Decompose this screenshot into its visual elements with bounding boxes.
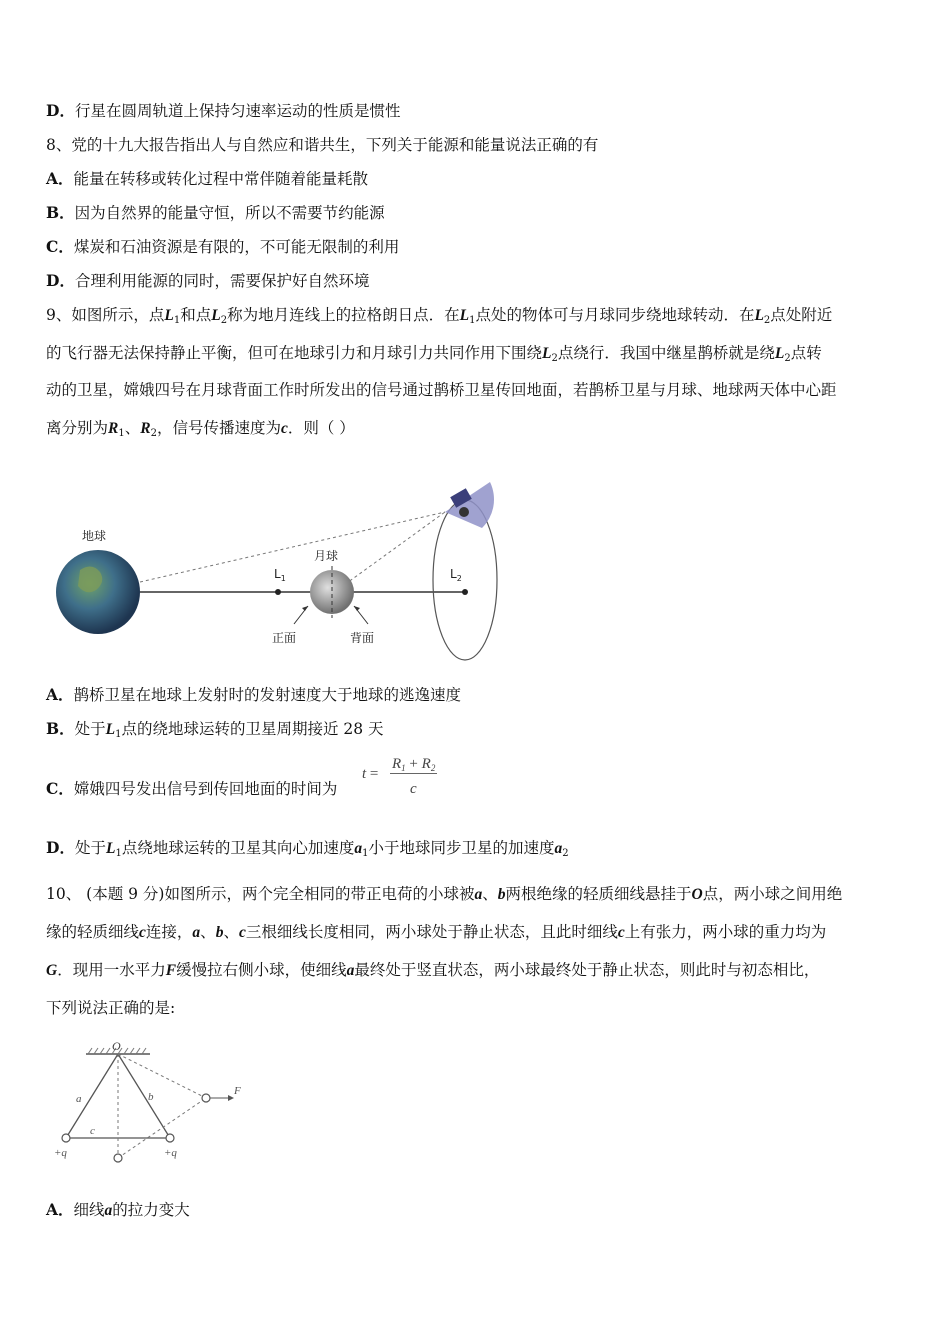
question-8: 8、党的十九大报告指出人与自然应和谐共生，下列关于能源和能量说法正确的有	[46, 136, 599, 154]
q10-option-a: A．细线a的拉力变大	[46, 1200, 190, 1219]
q8-option-a: A．能量在转移或转化过程中常伴随着能量耗散	[46, 169, 369, 188]
right-ball	[166, 1134, 174, 1142]
final-ball	[114, 1154, 122, 1162]
charge-left-label: +q	[54, 1147, 67, 1159]
question-10-line-2: 缘的轻质细线c连接，a、b、c三根细线长度相同，两小球处于静止状态，且此时细线c上有张力，两小球的重力均为	[46, 923, 827, 941]
satellite-icon	[445, 482, 494, 528]
question-9-line-4: 离分别为$R_1$、$R_2$，信号传播速度为c．则（ ）	[46, 419, 355, 439]
pulled-ball	[202, 1094, 210, 1102]
q8-option-b: B．因为自然界的能量守恒，所以不需要节约能源	[46, 203, 385, 222]
lagrange-figure	[50, 470, 520, 670]
halo-orbit	[433, 500, 497, 660]
q9-option-b: B．处于$L_1$点的绕地球运转的卫星周期接近 28 天	[46, 719, 384, 740]
question-9-line-3: 动的卫星，嫦娥四号在月球背面工作时所发出的信号通过鹊桥卫星传回地面，若鹊桥卫星与月球、地球两天体中心距	[46, 381, 837, 399]
charge-right-label: +q	[164, 1147, 177, 1159]
string-b-label: b	[148, 1091, 154, 1103]
l2-label: $L_2$	[450, 567, 462, 583]
point-o-label: O	[112, 1039, 121, 1053]
q9-option-a: A．鹊桥卫星在地球上发射时的发射速度大于地球的逃逸速度	[46, 685, 462, 704]
q8-option-d: D．合理利用能源的同时，需要保护好自然环境	[46, 271, 370, 290]
earth-icon	[56, 550, 140, 634]
l2-point	[462, 589, 468, 595]
l1-point	[275, 589, 281, 595]
question-10-line-4: 下列说法正确的是:	[46, 999, 176, 1017]
option-d-q7: D．行星在圆周轨道上保持匀速率运动的性质是惯性	[46, 101, 401, 120]
q9-option-d: D．处于$L_1$点绕地球运转的卫星其向心加速度$a_1$小于地球同步卫星的加速度$a_2$	[46, 838, 569, 859]
question-10-line-3: G．现用一水平力F缓慢拉右侧小球，使细线a最终处于竖直状态，两小球最终处于静止状态，则此时与初态相比，	[46, 961, 820, 979]
pendulum-figure	[48, 1038, 258, 1168]
q8-option-c: C．煤炭和石油资源是有限的，不可能无限制的利用	[46, 237, 400, 256]
q9-option-c: C．嫦娥四号发出信号到传回地面的时间为	[46, 779, 338, 798]
moon-label: 月球	[314, 549, 339, 563]
string-a-label: a	[76, 1093, 82, 1105]
front-label: 正面	[272, 631, 297, 645]
formula-denominator: c	[410, 781, 417, 797]
earth-label: 地球	[82, 529, 107, 543]
question-9-line-2: 的飞行器无法保持静止平衡，但可在地球引力和月球引力共同作用下围绕$L_2$点绕行．我国中继星鹊桥就是绕$L_2$点转	[46, 344, 822, 364]
string-c-label: c	[90, 1125, 95, 1137]
question-10-line-1: 10、 (本题 9 分)如图所示，两个完全相同的带正电荷的小球被a、b两根绝缘的轻质细线悬挂于O点，两小球之间用绝	[46, 885, 843, 903]
formula-numerator: $R_1 + R_2$	[392, 756, 436, 773]
back-label: 背面	[350, 631, 375, 645]
left-ball	[62, 1134, 70, 1142]
l1-label: $L_1$	[274, 567, 286, 583]
force-f-label: F	[234, 1085, 241, 1097]
formula-t: t =	[362, 766, 379, 782]
question-9-line-1: 9、如图所示，点$L_1$和点$L_2$称为地月连线上的拉格朗日点．在$L_1$点处的物体可与月球同步绕地球转动．在$L_2$点处附近	[46, 306, 833, 326]
